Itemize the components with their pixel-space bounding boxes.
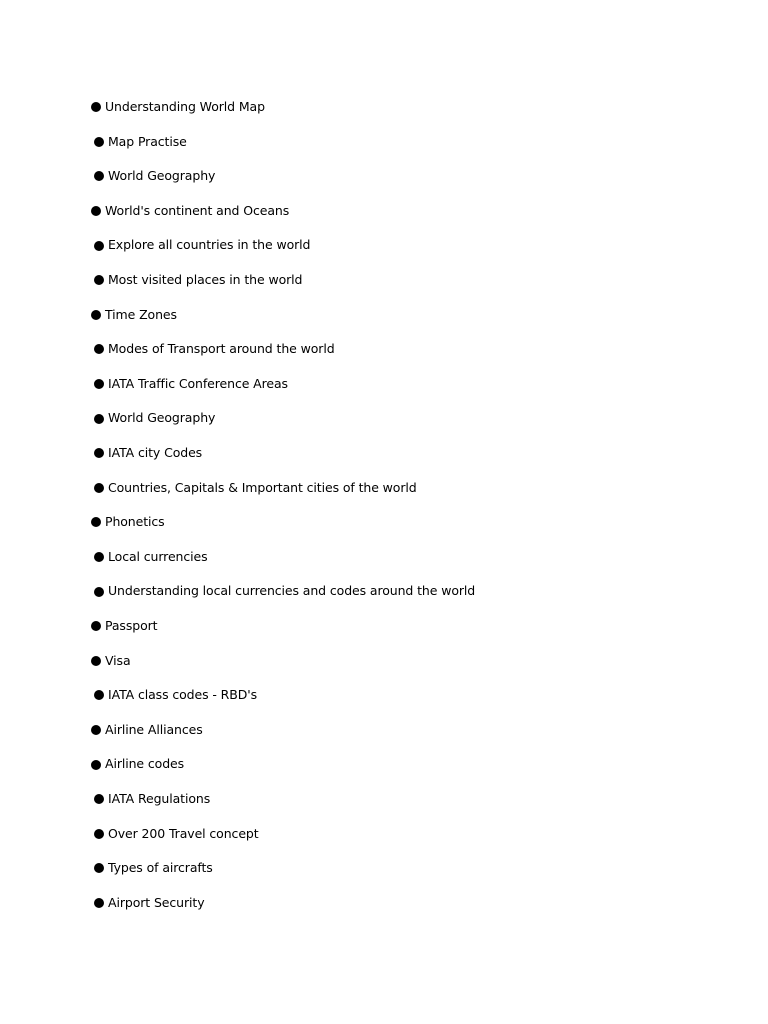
list-item-text: IATA Regulations <box>108 790 211 806</box>
list-item <box>91 816 475 851</box>
list-item <box>91 851 475 886</box>
bullet-icon <box>94 414 104 424</box>
list-item-text: Time Zones <box>105 306 177 322</box>
bullet-icon <box>94 483 104 493</box>
bullet-icon <box>94 137 104 147</box>
list-item <box>91 298 475 333</box>
list-item-text: Local currencies <box>108 548 208 564</box>
list-item-text: Airline Alliances <box>105 721 203 737</box>
list-item <box>91 332 475 367</box>
list-item-text: Most visited places in the world <box>108 272 303 288</box>
list-item <box>91 678 475 713</box>
bullet-icon <box>91 206 101 216</box>
bullet-icon <box>94 448 104 458</box>
bullet-icon <box>94 171 104 181</box>
list-item <box>91 609 475 644</box>
list-item <box>91 644 475 679</box>
list-item <box>91 886 475 921</box>
list-item <box>91 505 475 540</box>
list-item <box>91 436 475 471</box>
list-item-text: Explore all countries in the world <box>108 237 311 253</box>
bullet-icon <box>91 621 101 631</box>
list-item-text: Airline codes <box>105 756 185 772</box>
bullet-icon <box>94 829 104 839</box>
bullet-icon <box>94 241 104 251</box>
list-item-text: Understanding World Map <box>105 99 265 115</box>
list-item-text: Visa <box>105 652 131 668</box>
bullet-icon <box>94 898 104 908</box>
list-item-text: Countries, Capitals & Important cities of the world <box>108 479 417 495</box>
bullet-icon <box>91 760 101 770</box>
bullet-icon <box>91 102 101 112</box>
bullet-icon <box>91 310 101 320</box>
list-item-text: Map Practise <box>108 133 187 149</box>
bullet-icon <box>94 379 104 389</box>
list-item-text: IATA city Codes <box>108 444 203 460</box>
list-item <box>91 574 475 609</box>
list-item-text: IATA class codes - RBD's <box>108 687 258 703</box>
list-item <box>91 228 475 263</box>
list-item-text: IATA Traffic Conference Areas <box>108 375 288 391</box>
list-item-text: Passport <box>105 617 158 633</box>
list-item <box>91 471 475 506</box>
bullet-icon <box>91 656 101 666</box>
list-item <box>91 782 475 817</box>
bullet-icon <box>94 275 104 285</box>
bullet-icon <box>94 587 104 597</box>
bullet-icon <box>94 690 104 700</box>
list-item <box>91 367 475 402</box>
list-item-text: Phonetics <box>105 514 165 530</box>
list-item-text: World's continent and Oceans <box>105 202 290 218</box>
bullet-icon <box>91 517 101 527</box>
bullet-icon <box>94 794 104 804</box>
bullet-icon <box>94 863 104 873</box>
list-item-text: Understanding local currencies and codes around the world <box>108 583 476 599</box>
bullet-icon <box>94 552 104 562</box>
list-item-text: Over 200 Travel concept <box>108 825 259 841</box>
list-item-text: Types of aircrafts <box>108 860 213 876</box>
list-item <box>91 747 475 782</box>
list-item <box>91 263 475 298</box>
list-item <box>91 159 475 194</box>
list-item-text: Airport Security <box>108 894 205 910</box>
bullet-icon <box>91 725 101 735</box>
list-item-text: Modes of Transport around the world <box>108 341 335 357</box>
list-item-text: World Geography <box>108 410 216 426</box>
bullet-icon <box>94 344 104 354</box>
list-item <box>91 125 475 160</box>
list-item <box>91 194 475 229</box>
list-item <box>91 90 475 125</box>
list-item <box>91 401 475 436</box>
list-item-text: World Geography <box>108 168 216 184</box>
list-item <box>91 540 475 575</box>
list-item <box>91 713 475 748</box>
topic-bullet-list <box>91 90 475 920</box>
